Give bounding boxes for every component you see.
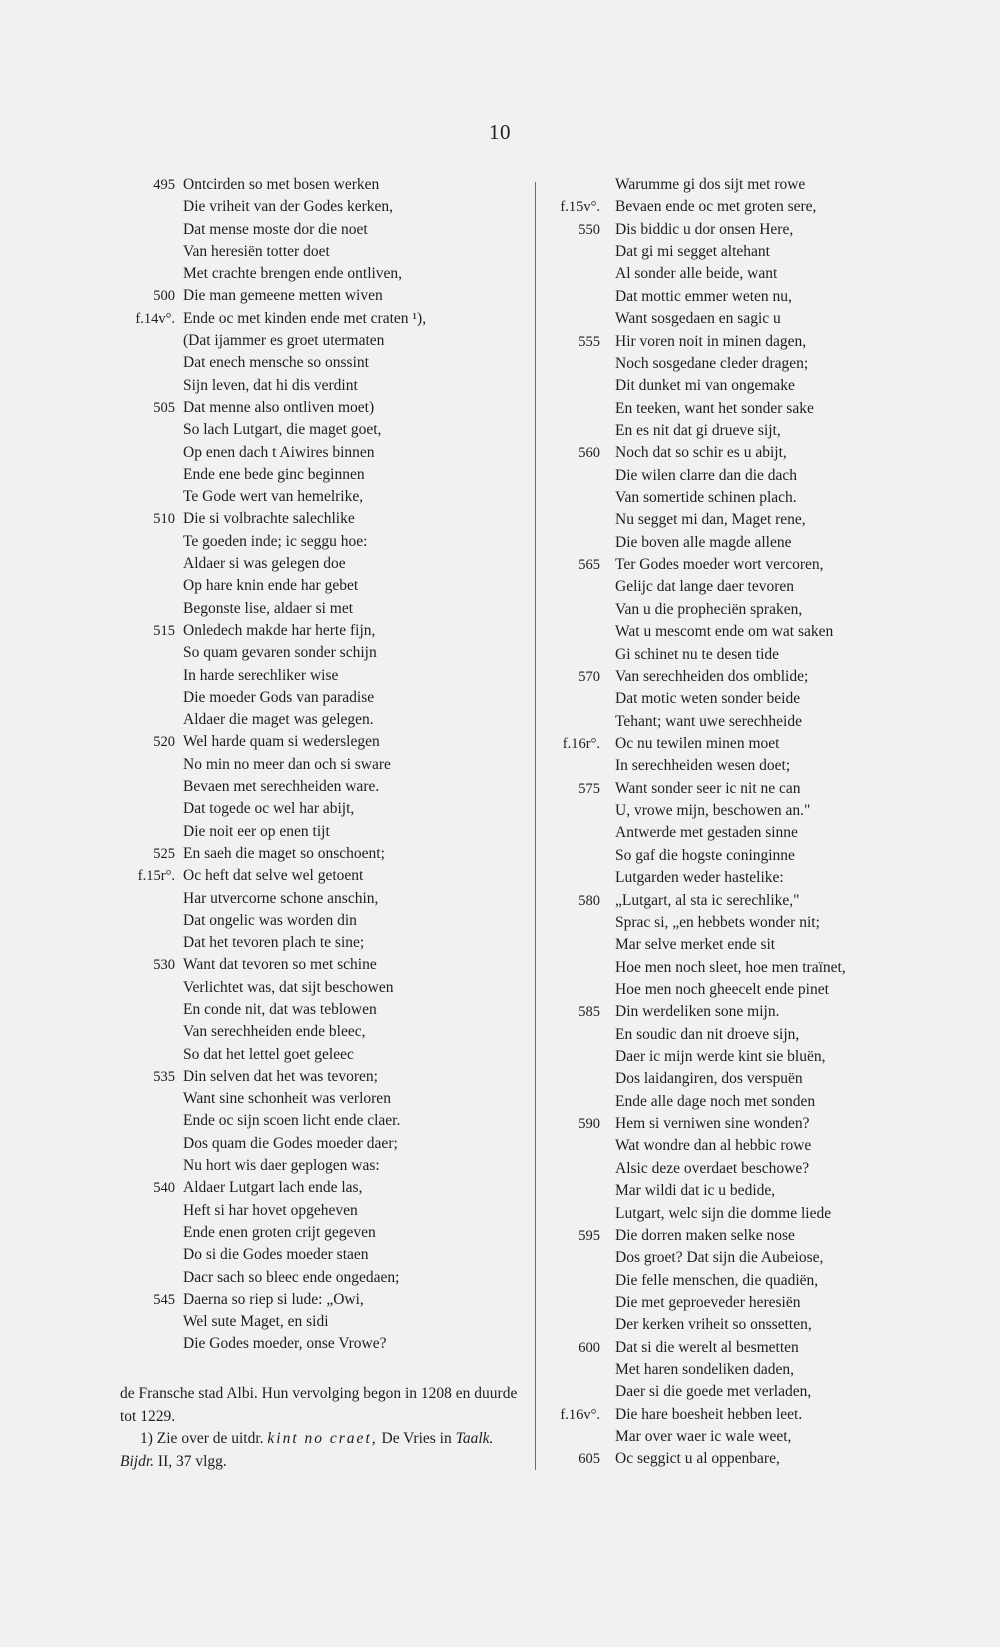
verse-text: No min no meer dan och si sware — [183, 755, 391, 773]
verse-marker: 530 — [153, 957, 175, 974]
verse-text: Lutgart, welc sijn die domme liede — [615, 1204, 832, 1222]
verse-marker: f.16r°. — [562, 735, 600, 752]
verse-line — [540, 1292, 960, 1314]
footnote — [120, 1383, 520, 1473]
verse-line — [120, 1155, 520, 1177]
verse-line — [540, 688, 960, 710]
verse-line — [540, 219, 960, 241]
column-divider — [535, 182, 536, 1470]
verse-text: Op enen dach t Aiwires binnen — [183, 443, 375, 461]
verse-text: Warumme gi dos sijt met rowe — [615, 176, 806, 193]
verse-line — [540, 957, 960, 979]
page-number: 10 — [489, 120, 511, 144]
verse-line — [120, 1200, 520, 1222]
verse-line — [120, 709, 520, 731]
verse-line — [120, 241, 520, 263]
verse-line — [540, 353, 960, 375]
verse-line — [540, 465, 960, 487]
verse-text: Van serechheiden ende bleec, — [183, 1023, 366, 1041]
verse-line — [120, 932, 520, 954]
verse-text: Wat u mescomt ende om wat saken — [615, 623, 834, 641]
verse-line — [540, 845, 960, 867]
verse-line — [540, 398, 960, 420]
footnote-1-term: kint no craet, — [267, 1430, 378, 1447]
verse-line — [540, 1359, 960, 1381]
verse-marker: f.15v°. — [560, 199, 600, 216]
verse-line — [120, 910, 520, 932]
verse-line — [120, 888, 520, 910]
verse-marker: f.15r°. — [137, 868, 175, 885]
verse-line — [540, 666, 960, 688]
verse-text: En teeken, want het sonder sake — [615, 399, 814, 417]
verse-line — [120, 687, 520, 709]
verse-line — [540, 621, 960, 643]
verse-text: Dat enech mensche so onssint — [183, 354, 369, 372]
verse-line — [540, 1203, 960, 1225]
verse-marker: 495 — [153, 177, 175, 193]
verse-line — [120, 352, 520, 374]
verse-line — [540, 599, 960, 621]
verse-text: Met crachte brengen ende ontliven, — [183, 265, 403, 283]
left-verse-column — [120, 174, 520, 1356]
verse-text: Bevaen ende oc met groten sere, — [615, 198, 817, 216]
verse-text: Gi schinet nu te desen tide — [615, 645, 779, 663]
verse-text: Aldaer si was gelegen doe — [183, 555, 346, 573]
verse-line — [120, 575, 520, 597]
verse-line — [120, 508, 520, 530]
verse-text: Die man gemeene metten wiven — [183, 287, 383, 305]
verse-text: Mar selve merket ende sit — [615, 936, 776, 954]
verse-text: Die felle menschen, die quadiën, — [615, 1271, 819, 1289]
footnote-continuation: de Fransche stad Albi. Hun vervolging begon in 1208 en duurde tot 1229. — [120, 1385, 518, 1425]
verse-line — [540, 1113, 960, 1135]
verse-text: Dat mense moste dor die noet — [183, 220, 368, 238]
verse-text: Onledech makde har herte fijn, — [183, 621, 376, 639]
verse-text: Wel sute Maget, en sidi — [183, 1313, 329, 1331]
verse-text: Har utvercorne schone anschin, — [183, 889, 379, 907]
verse-text: Dat motic weten sonder beide — [615, 690, 801, 708]
verse-line — [540, 733, 960, 755]
verse-line — [120, 263, 520, 285]
verse-text: Ende ene bede ginc beginnen — [183, 465, 365, 483]
verse-text: Dos laidangiren, dos verspuën — [615, 1070, 803, 1088]
verse-text: Dat gi mi segget altehant — [615, 243, 770, 261]
verse-text: Want dat tevoren so met schine — [183, 956, 377, 974]
verse-line — [120, 330, 520, 352]
verse-line — [120, 1066, 520, 1088]
verse-marker: 605 — [578, 1451, 600, 1468]
verse-line — [540, 934, 960, 956]
verse-text: Din werdeliken sone mijn. — [615, 1003, 780, 1021]
verse-text: Te Gode wert van hemelrike, — [183, 488, 364, 506]
verse-text: Die noit eer op enen tijt — [183, 822, 330, 840]
verse-text: Dacr sach so bleec ende ongedaen; — [183, 1268, 400, 1286]
verse-line — [120, 174, 520, 196]
verse-line — [540, 778, 960, 800]
verse-line — [540, 912, 960, 934]
verse-line — [540, 576, 960, 598]
verse-line — [120, 219, 520, 241]
verse-text: Mar over waer ic wale weet, — [615, 1428, 792, 1446]
verse-line — [120, 1088, 520, 1110]
verse-line — [120, 1177, 520, 1199]
verse-line — [120, 1021, 520, 1043]
verse-line — [540, 1091, 960, 1113]
verse-line — [540, 331, 960, 353]
footnote-1-mid: De Vries in — [381, 1430, 452, 1447]
verse-text: (Dat ijammer es groet utermaten — [183, 332, 385, 350]
verse-text: Hoe men noch gheecelt ende pinet — [615, 980, 829, 998]
right-verse-column — [540, 174, 960, 1471]
verse-marker: 570 — [578, 668, 600, 685]
verse-line — [120, 308, 520, 330]
verse-line — [540, 420, 960, 442]
verse-marker: 550 — [578, 221, 600, 238]
verse-text: Dat ongelic was worden din — [183, 911, 357, 929]
verse-text: Die vriheit van der Godes kerken, — [183, 198, 394, 216]
verse-marker: 505 — [153, 399, 175, 416]
verse-marker: 515 — [153, 622, 175, 639]
verse-marker: 595 — [578, 1227, 600, 1244]
verse-text: Wel harde quam si wederslegen — [183, 733, 380, 751]
verse-line — [540, 711, 960, 733]
verse-text: Al sonder alle beide, want — [615, 265, 778, 283]
verse-text: Dis biddic u dor onsen Here, — [615, 220, 794, 238]
verse-line — [540, 1046, 960, 1068]
verse-line — [540, 308, 960, 330]
verse-text: Dat menne also ontliven moet) — [183, 398, 375, 416]
verse-text: Lutgarden weder hastelike: — [615, 869, 784, 887]
verse-line — [540, 755, 960, 777]
verse-text: Die si volbrachte salechlike — [183, 510, 355, 528]
verse-line — [120, 776, 520, 798]
verse-line — [120, 464, 520, 486]
verse-line — [540, 890, 960, 912]
verse-line — [540, 375, 960, 397]
verse-text: „Lutgart, al sta ic serechlike," — [615, 891, 800, 909]
verse-line — [540, 174, 960, 196]
verse-marker: 525 — [153, 845, 175, 862]
verse-line — [540, 1024, 960, 1046]
verse-line — [540, 1426, 960, 1448]
verse-marker: 545 — [153, 1291, 175, 1308]
verse-text: Van u die propheciën spraken, — [615, 600, 803, 618]
verse-text: Die dorren maken selke nose — [615, 1226, 795, 1244]
verse-line — [540, 1337, 960, 1359]
verse-line — [540, 241, 960, 263]
verse-marker: f.14v°. — [135, 310, 175, 327]
verse-text: En es nit dat gi drueve sijt, — [615, 421, 781, 439]
verse-text: Aldaer die maget was gelegen. — [183, 711, 374, 729]
verse-text: Nu hort wis daer geplogen was: — [183, 1157, 380, 1175]
verse-line — [120, 1244, 520, 1266]
verse-line — [540, 800, 960, 822]
verse-text: En saeh die maget so onschoent; — [183, 844, 385, 862]
verse-marker: f.16v°. — [560, 1406, 600, 1423]
verse-text: Want sosgedaen en sagic u — [615, 310, 781, 328]
verse-text: Ende alle dage noch met sonden — [615, 1092, 816, 1110]
verse-line — [540, 1158, 960, 1180]
verse-line — [120, 1267, 520, 1289]
verse-line — [540, 822, 960, 844]
verse-text: Ter Godes moeder wort vercoren, — [615, 556, 824, 574]
verse-line — [120, 977, 520, 999]
verse-line — [120, 285, 520, 307]
verse-marker: 500 — [153, 288, 175, 305]
verse-text: Die moeder Gods van paradise — [183, 688, 375, 706]
verse-text: Die met geproeveder heresiën — [615, 1293, 801, 1311]
verse-text: Van serechheiden dos omblide; — [615, 667, 809, 685]
verse-line — [120, 397, 520, 419]
verse-text: Verlichtet was, dat sijt beschowen — [183, 978, 394, 996]
verse-line — [540, 1225, 960, 1247]
footnote-1-journal: Taalk. Bijdr. — [120, 1430, 494, 1470]
verse-line — [540, 1247, 960, 1269]
verse-text: Dat si die werelt al besmetten — [615, 1338, 799, 1356]
verse-line — [120, 1222, 520, 1244]
verse-line — [120, 1133, 520, 1155]
verse-text: Nu segget mi dan, Maget rene, — [615, 511, 806, 529]
verse-marker: 540 — [153, 1180, 175, 1197]
verse-marker: 510 — [153, 511, 175, 528]
verse-marker: 565 — [578, 557, 600, 574]
verse-text: Dat togede oc wel har abijt, — [183, 800, 355, 818]
verse-text: Gelijc dat lange daer tevoren — [615, 578, 795, 596]
verse-text: Daer ic mijn werde kint sie bluën, — [615, 1048, 826, 1066]
verse-text: En conde nit, dat was teblowen — [183, 1000, 377, 1018]
verse-line — [120, 442, 520, 464]
footnote-1 — [120, 1428, 520, 1473]
verse-text: Der kerken vriheit so onssetten, — [615, 1316, 812, 1334]
verse-text: Bevaen met serechheiden ware. — [183, 778, 380, 796]
verse-line — [120, 419, 520, 441]
verse-line — [540, 1001, 960, 1023]
verse-line — [120, 642, 520, 664]
verse-text: Ende oc met kinden ende met craten ¹), — [183, 309, 427, 327]
verse-text: Dit dunket mi van ongemake — [615, 377, 795, 395]
verse-text: Die boven alle magde allene — [615, 533, 792, 551]
verse-text: Want sonder seer ic nit ne can — [615, 779, 801, 797]
verse-text: Sprac si, „en hebbets wonder nit; — [615, 913, 820, 931]
verse-text: Van somertide schinen plach. — [615, 489, 797, 507]
verse-text: Begonste lise, aldaer si met — [183, 599, 354, 617]
verse-line — [540, 263, 960, 285]
verse-text: Dos quam die Godes moeder daer; — [183, 1134, 398, 1152]
verse-text: Do si die Godes moeder staen — [183, 1246, 369, 1264]
verse-text: Met haren sondeliken daden, — [615, 1361, 795, 1379]
verse-text: Noch sosgedane cleder dragen; — [615, 354, 809, 372]
footnote-1-prefix: 1) Zie over de uitdr. — [140, 1430, 264, 1447]
verse-line — [540, 644, 960, 666]
verse-line — [540, 979, 960, 1001]
verse-marker: 520 — [153, 734, 175, 751]
verse-text: U, vrowe mijn, beschowen an." — [615, 802, 811, 820]
verse-line — [120, 1333, 520, 1355]
verse-line — [120, 598, 520, 620]
verse-text: Die hare boesheit hebben leet. — [615, 1405, 803, 1423]
verse-text: Oc seggict u al oppenbare, — [615, 1450, 780, 1468]
verse-marker: 600 — [578, 1339, 600, 1356]
verse-line — [120, 196, 520, 218]
verse-line — [540, 1270, 960, 1292]
verse-text: Van heresiën totter doet — [183, 242, 330, 260]
verse-line — [540, 196, 960, 218]
verse-line — [120, 531, 520, 553]
verse-line — [120, 731, 520, 753]
verse-text: En soudic dan nit droeve sijn, — [615, 1025, 800, 1043]
verse-line — [540, 554, 960, 576]
verse-line — [540, 1314, 960, 1336]
verse-line — [120, 665, 520, 687]
verse-text: Hem si verniwen sine wonden? — [615, 1115, 810, 1133]
verse-line — [120, 486, 520, 508]
verse-line — [540, 1404, 960, 1426]
verse-text: Heft si har hovet opgeheven — [183, 1201, 358, 1219]
verse-line — [120, 620, 520, 642]
verse-text: Dat het tevoren plach te sine; — [183, 934, 365, 952]
verse-line — [120, 954, 520, 976]
verse-text: Ontcirden so met bosen werken — [183, 176, 380, 193]
verse-text: Alsic deze overdaet beschowe? — [615, 1159, 810, 1177]
verse-line — [540, 1180, 960, 1202]
verse-text: Ende oc sijn scoen licht ende claer. — [183, 1112, 401, 1130]
verse-line — [540, 442, 960, 464]
verse-text: Dat mottic emmer weten nu, — [615, 287, 792, 305]
verse-line — [120, 999, 520, 1021]
verse-text: So quam gevaren sonder schijn — [183, 644, 377, 662]
verse-line — [120, 798, 520, 820]
verse-text: Ende enen groten crijt gegeven — [183, 1223, 376, 1241]
verse-line — [120, 865, 520, 887]
verse-line — [540, 1448, 960, 1470]
verse-text: Mar wildi dat ic u bedide, — [615, 1182, 776, 1200]
verse-line — [540, 509, 960, 531]
verse-line — [540, 1068, 960, 1090]
verse-line — [120, 754, 520, 776]
verse-text: Hoe men noch sleet, hoe men traïnet, — [615, 958, 846, 976]
verse-line — [120, 1044, 520, 1066]
verse-text: Te goeden inde; ic seggu hoe: — [183, 532, 368, 550]
verse-text: In serechheiden wesen doet; — [615, 757, 791, 775]
verse-text: Daer si die goede met verladen, — [615, 1383, 812, 1401]
verse-text: Antwerde met gestaden sinne — [615, 824, 798, 842]
verse-line — [540, 286, 960, 308]
verse-marker: 585 — [578, 1004, 600, 1021]
verse-text: So gaf die hogste coninginne — [615, 846, 795, 864]
verse-line — [540, 532, 960, 554]
verse-line — [540, 487, 960, 509]
verse-text: Oc nu tewilen minen moet — [615, 734, 780, 752]
verse-text: Die Godes moeder, onse Vrowe? — [183, 1335, 387, 1353]
verse-text: So dat het lettel goet geleec — [183, 1045, 354, 1063]
verse-text: Sijn leven, dat hi dis verdint — [183, 376, 358, 394]
verse-marker: 575 — [578, 780, 600, 797]
verse-line — [120, 1311, 520, 1333]
verse-text: So lach Lutgart, die maget goet, — [183, 421, 382, 439]
verse-text: Aldaer Lutgart lach ende las, — [183, 1179, 363, 1197]
verse-text: Noch dat so schir es u abijt, — [615, 444, 787, 462]
verse-line — [120, 821, 520, 843]
verse-line — [120, 553, 520, 575]
verse-marker: 535 — [153, 1068, 175, 1085]
verse-text: Tehant; want uwe serechheide — [615, 712, 802, 730]
verse-marker: 555 — [578, 333, 600, 350]
verse-text: Dos groet? Dat sijn die Aubeiose, — [615, 1249, 824, 1267]
verse-text: Wat wondre dan al hebbic rowe — [615, 1137, 812, 1155]
verse-text: Want sine schonheit was verloren — [183, 1090, 391, 1108]
verse-line — [540, 867, 960, 889]
verse-line — [120, 1110, 520, 1132]
verse-marker: 560 — [578, 445, 600, 462]
verse-text: Hir voren noit in minen dagen, — [615, 332, 807, 350]
verse-text: Din selven dat het was tevoren; — [183, 1067, 378, 1085]
verse-line — [120, 843, 520, 865]
verse-text: Die wilen clarre dan die dach — [615, 466, 798, 484]
verse-text: Op hare knin ende har gebet — [183, 577, 359, 595]
verse-line — [540, 1135, 960, 1157]
verse-line — [120, 375, 520, 397]
verse-line — [120, 1289, 520, 1311]
verse-line — [540, 1381, 960, 1403]
verse-text: Oc heft dat selve wel getoent — [183, 867, 364, 885]
footnote-1-suffix: II, 37 vlgg. — [157, 1452, 227, 1470]
verse-marker: 590 — [578, 1116, 600, 1133]
verse-text: Daerna so riep si lude: „Owi, — [183, 1290, 364, 1308]
verse-marker: 580 — [578, 892, 600, 909]
verse-text: In harde serechliker wise — [183, 666, 339, 684]
